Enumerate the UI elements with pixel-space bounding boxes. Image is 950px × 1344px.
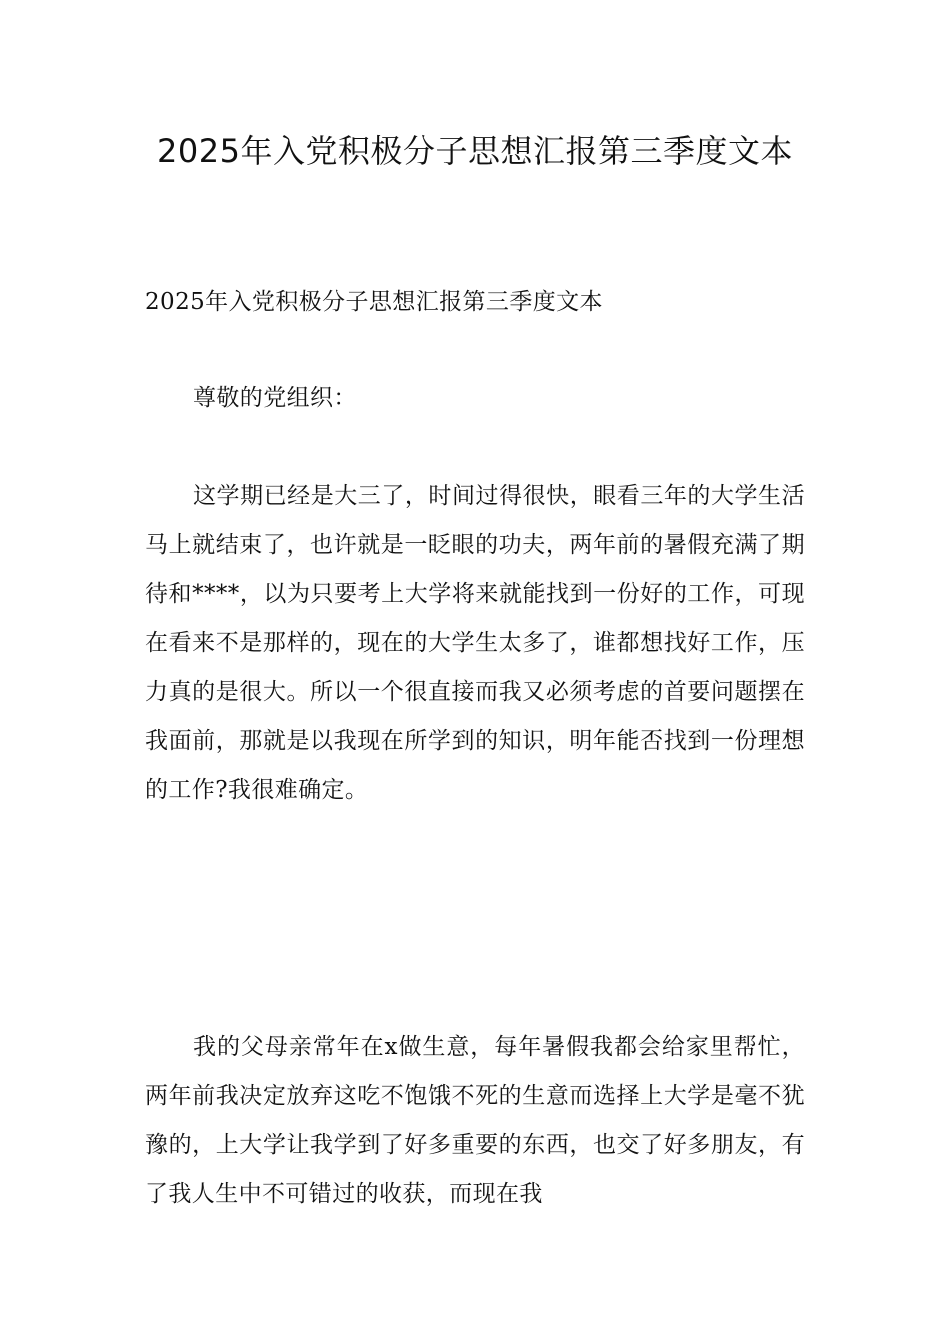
salutation: 尊敬的党组织：: [193, 385, 357, 411]
body-paragraph-1: 这学期已经是大三了，时间过得很快，眼看三年的大学生活马上就结束了，也许就是一眨眼的功夫，两年前的暑假充满了期待和****，以为只要考上大学将来就能找到一份好的工作，可现在看来不是那样的，现在的大学生太多了，谁都想找好工作，压力真的是很大。所以一个很直接而我又必须考虑的首要问题摆在我面前，那就是以我现在所学到的知识，明年能否找到一份理想的工作?我很难确定。: [145, 483, 805, 803]
document-subtitle: 2025年入党积极分子思想汇报第三季度文本: [145, 289, 603, 315]
body-paragraph-2: 我的父母亲常年在x做生意，每年暑假我都会给家里帮忙，两年前我决定放弃这吃不饱饿不死的生意而选择上大学是毫不犹豫的，上大学让我学到了好多重要的东西，也交了好多朋友，有了我人生中不可错过的收获，而现在我: [145, 1034, 805, 1207]
document-title: 2025年入党积极分子思想汇报第三季度文本: [157, 132, 793, 170]
